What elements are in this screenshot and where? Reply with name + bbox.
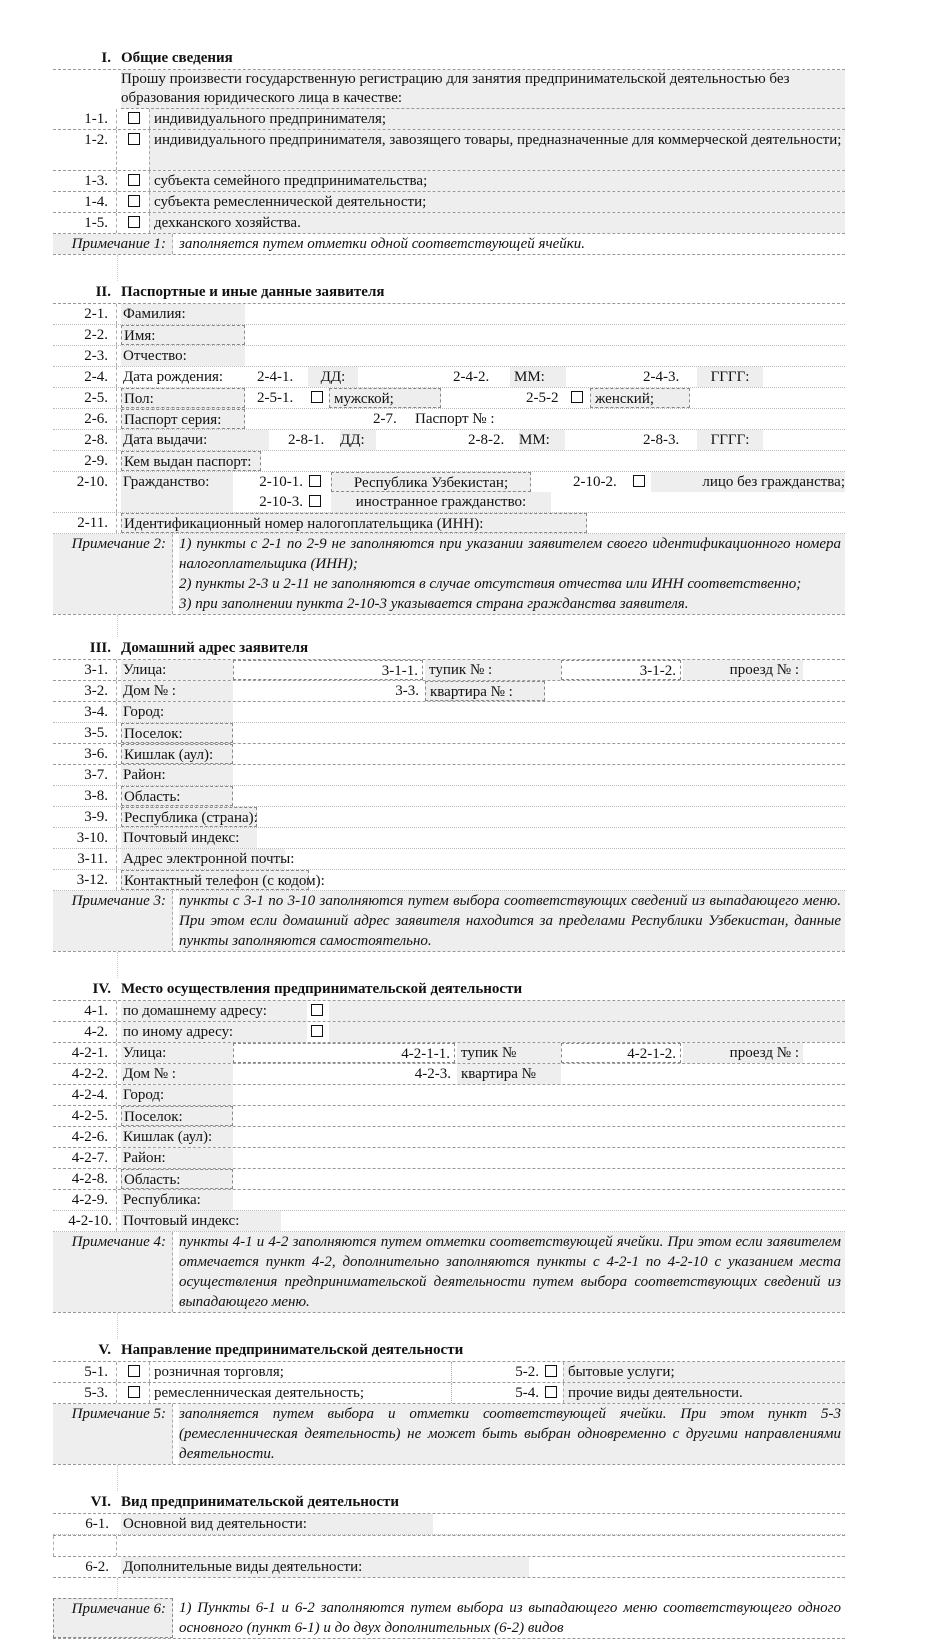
option-other-address[interactable]: 4-2. по иному адресу:: [53, 1022, 845, 1043]
field-patronymic[interactable]: 2-3. Отчество:: [53, 346, 845, 367]
section-1-header: [53, 47, 845, 70]
option-home-address[interactable]: 4-1. по домашнему адресу:: [53, 1001, 845, 1022]
section-6-header: VI. Вид предпринимательской деятельности: [53, 1491, 845, 1514]
checkbox-icon[interactable]: [121, 213, 147, 233]
checkbox-foreign-icon[interactable]: [309, 492, 321, 512]
note-4: Примечание 4: пункты 4-1 и 4-2 заполняются путем отметки соответствующей ячейки. При этом если заявителем отмечается пункт 4-2, дополнительно заполняются пункты с 4-2-1 по 4-2-10 с указанием места осуществления предпринимательской деятельности путем выбора соответствующих сведений из выпадающего меню.: [53, 1232, 845, 1313]
field-work-district[interactable]: 4-2-7. Район:: [53, 1148, 845, 1169]
field-gender[interactable]: 2-5. Пол: 2-5-1. мужской; 2-5-2 женский;: [53, 388, 845, 409]
note-5: Примечание 5: заполняется путем выбора и отметки соответствующей ячейки. При этом пункт 5-3 (ремесленническая деятельность) не может быть выбран одновременно с другими направлениями деятельности.: [53, 1404, 845, 1465]
checkbox-female-icon[interactable]: [571, 388, 583, 408]
checkbox-icon[interactable]: [121, 171, 147, 191]
checkbox-icon[interactable]: [121, 192, 147, 212]
registration-form: [53, 47, 845, 1639]
field-surname[interactable]: 2-1. Фамилия:: [53, 304, 845, 325]
field-settlement[interactable]: 3-5. Поселок:: [53, 723, 845, 744]
field-issue-date[interactable]: 2-8. Дата выдачи: 2-8-1. ДД: 2-8-2. ММ: 2-8-3. ГГГГ:: [53, 430, 845, 451]
note-2: Примечание 2: 1) пункты с 2-1 по 2-9 не заполняются при указании заявителем своего идентификационного номера налогоплательщика (ИНН); 2) пункты 2-3 и 2-11 не заполняются в случае отсутствия отчества или ИНН соответственно; 3) при заполнении пункта 2-10-3 указывается страна гражданства заявителя.: [53, 534, 845, 615]
field-citizenship[interactable]: 2-10. Гражданство: 2-10-1. Республика Узбекистан; 2-10-2. лицо без гражданства; 2-10-3. иностранное гражданство:: [53, 472, 845, 513]
field-name[interactable]: 2-2. Имя:: [53, 325, 845, 346]
field-postcode[interactable]: 3-10. Почтовый индекс:: [53, 828, 845, 849]
field-main-activity[interactable]: 6-1. Основной вид деятельности:: [53, 1514, 845, 1535]
checkbox-male-icon[interactable]: [311, 388, 323, 408]
field-work-postcode[interactable]: 4-2-10. Почтовый индекс:: [53, 1211, 845, 1232]
field-work-republic[interactable]: 4-2-9. Республика:: [53, 1190, 845, 1211]
field-work-village[interactable]: 4-2-6. Кишлак (аул):: [53, 1127, 845, 1148]
checkbox-icon[interactable]: [121, 130, 147, 170]
field-house[interactable]: 3-2. Дом № : 3-3. квартира № :: [53, 681, 845, 702]
checkbox-icon[interactable]: [311, 1001, 323, 1021]
section-5-header: V. Направление предпринимательской деятельности: [53, 1339, 845, 1362]
checkbox-icon[interactable]: [311, 1022, 323, 1042]
note-1: [53, 234, 845, 255]
field-district[interactable]: 3-7. Район:: [53, 765, 845, 786]
field-city[interactable]: 3-4. Город:: [53, 702, 845, 723]
note-6: Примечание 6: 1) Пункты 6-1 и 6-2 заполняются путем выбора из выпадающего меню соответствующего одного основного (пункт 6-1) и до двух дополнительных (6-2) видов: [53, 1598, 845, 1639]
checkbox-icon[interactable]: [121, 109, 147, 129]
field-phone[interactable]: 3-12. Контактный телефон (с кодом):: [53, 870, 845, 891]
option-row-5-3[interactable]: 5-3. ремесленническая деятельность; 5-4. прочие виды деятельности.: [53, 1383, 845, 1404]
field-work-city[interactable]: 4-2-4. Город:: [53, 1085, 845, 1106]
field-work-region[interactable]: 4-2-8. Область:: [53, 1169, 845, 1190]
field-street[interactable]: 3-1. Улица: 3-1-1. тупик № : 3-1-2. проезд № :: [53, 660, 845, 681]
note-label: Примечание 1:: [53, 234, 173, 254]
main-activity-select[interactable]: [53, 1535, 845, 1557]
field-issued-by[interactable]: 2-9. Кем выдан паспорт:: [53, 451, 845, 472]
note-text: заполняется путем отметки одной соответствующей ячейки.: [179, 234, 845, 254]
checkbox-icon[interactable]: [545, 1362, 557, 1382]
field-additional-activity[interactable]: 6-2. Дополнительные виды деятельности:: [53, 1557, 845, 1578]
option-row-1-5[interactable]: 1-5. дехканского хозяйства.: [53, 213, 845, 234]
section-3-header: III. Домашний адрес заявителя: [53, 637, 845, 660]
field-birth-date[interactable]: 2-4. Дата рождения: 2-4-1. ДД: 2-4-2. ММ: 2-4-3. ГГГГ:: [53, 367, 845, 388]
field-region[interactable]: 3-8. Область:: [53, 786, 845, 807]
section-2-header: II. Паспортные и иные данные заявителя: [53, 281, 845, 304]
option-row-1-4[interactable]: 1-4. субъекта ремесленнической деятельности;: [53, 192, 845, 213]
note-3: Примечание 3: пункты с 3-1 по 3-10 заполняются путем выбора соответствующих сведений из выпадающего меню. При этом если домашний адрес заявителя находится за пределами Республики Узбекистан, данные пункты заполняются самостоятельно.: [53, 891, 845, 952]
section-number: I.: [101, 50, 111, 66]
field-country[interactable]: 3-9. Республика (страна):: [53, 807, 845, 828]
field-village[interactable]: 3-6. Кишлак (аул):: [53, 744, 845, 765]
field-work-street[interactable]: 4-2-1. Улица: 4-2-1-1. тупик № 4-2-1-2. проезд № :: [53, 1043, 845, 1064]
option-row-1-1[interactable]: 1-1. индивидуального предпринимателя;: [53, 109, 845, 130]
option-row-5-1[interactable]: 5-1. розничная торговля; 5-2. бытовые услуги;: [53, 1362, 845, 1383]
checkbox-uzbekistan-icon[interactable]: [309, 472, 321, 492]
field-inn[interactable]: 2-11. Идентификационный номер налогоплательщика (ИНН):: [53, 513, 845, 534]
field-work-settlement[interactable]: 4-2-5. Поселок:: [53, 1106, 845, 1127]
option-row-1-2[interactable]: 1-2. индивидуального предпринимателя, завозящего товары, предназначенные для коммерческой деятельности;: [53, 130, 845, 171]
checkbox-icon[interactable]: [545, 1383, 557, 1403]
section-4-header: IV. Место осуществления предпринимательской деятельности: [53, 978, 845, 1001]
option-row-1-3[interactable]: 1-3. субъекта семейного предпринимательства;: [53, 171, 845, 192]
field-work-house[interactable]: 4-2-2. Дом № : 4-2-3. квартира №: [53, 1064, 845, 1085]
field-passport[interactable]: 2-6. Паспорт серия: 2-7. Паспорт № :: [53, 409, 845, 430]
checkbox-stateless-icon[interactable]: [633, 472, 645, 492]
section-title: Общие сведения: [121, 50, 233, 66]
field-email[interactable]: 3-11. Адрес электронной почты:: [53, 849, 845, 870]
checkbox-icon[interactable]: [121, 1362, 147, 1382]
checkbox-icon[interactable]: [121, 1383, 147, 1403]
section-1-intro: Прошу произвести государственную регистрацию для занятия предпринимательской деятельностью без образования юридического лица в качестве:: [121, 70, 845, 109]
